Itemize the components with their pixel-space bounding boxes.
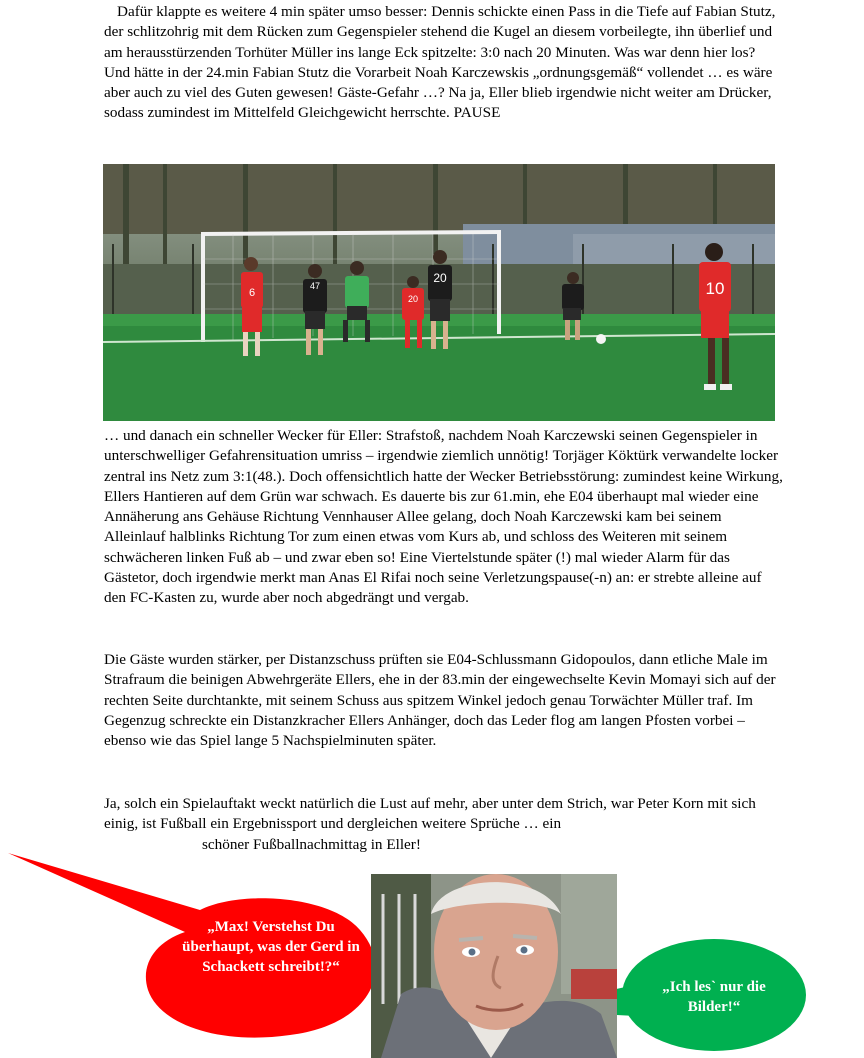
jersey-number: 20	[407, 294, 419, 304]
article-paragraph-3: Die Gäste wurden stärker, per Distanzschuss prüften sie E04-Schlussmann Gidopoulos, dann etliche Male im Strafraum die beinigen Abwehrgeräte Ellers, ehe in der 83.min der eingewechselte Kevin Momayi sich auf der rechten Seite durchtankte, mit seinem Schuss aus spitzem Winkel jedoch genau Torwächter Müller traf. Im Gegenzug schreckte ein Distanzkracher Ellers Anhänger, doch das Leder flog am langen Pfosten vorbei – ebenso wie das Spiel lange 5 Nachspielminuten später.	[104, 651, 776, 750]
jersey-number: 6	[248, 287, 256, 299]
jersey-number: 47	[309, 281, 321, 291]
portrait-illustration	[371, 874, 617, 1058]
article-paragraph-4: Ja, solch ein Spielauftakt weckt natürlich die Lust auf mehr, aber unter dem Strich, war Peter Korn mit sich einig, ist Fußball ein Ergebnissport und dergleichen weitere Sprüche … ein	[104, 795, 756, 833]
match-photo	[103, 164, 775, 421]
portrait-photo	[371, 874, 617, 1058]
green-bubble-text: „Ich les` nur die Bilder!“	[662, 979, 766, 1015]
red-bubble-text: „Max! Verstehst Du überhaupt, was der Gerd in Schackett schreibt!?“	[182, 919, 360, 975]
article-paragraph-5: schöner Fußballnachmittag in Eller!	[202, 836, 421, 853]
jersey-number: 10	[705, 279, 725, 298]
jersey-number: 20	[433, 271, 447, 285]
article-paragraph-2: … und danach ein schneller Wecker für Eller: Strafstoß, nachdem Noah Karczewski seinen Gegenspieler in unterschwelliger Gefahrensituation umriss – irgendwie ziemlich unnötig! Torjäger Köktürk verwandelte locker zentral ins Netz zum 3:1(48.). Doch offensichtlich hatte der Wecker Betriebsstörung: zumindest keine Wirkung, Ellers Hantieren auf dem Grün war schwach. Es dauerte bis zur 61.min, ehe E04 überhaupt mal wieder eine Annäherung ans Gehäuse Richtung Vennhauser Allee gelang, doch Noah Karczewski kam bei seinem Alleinlauf halblinks Richtung Tor zum einen etwas vom Kurs ab, und schloss des Weiteren mit seinem schwächeren linken Fuß ab – und zwar eben so! Eine Viertelstunde später (!) mal wieder Alarm für das Gästetor, doch irgendwie merkt man Anas El Rifai noch seine Verletzungspause(-n) an: er strebte alleine auf den FC-Kasten zu, wurde aber noch abgedrängt und vergab.	[104, 427, 783, 607]
article-paragraph-1: Dafür klappte es weitere 4 min später umso besser: Dennis schickte einen Pass in die Tiefe auf Fabian Stutz, der schlitzohrig mit dem Rücken zum Gegenspieler stehend die Kugel an diesem vorbeilegte, ihn überlief und am herausstürzenden Torhüter Müller ins lange Eck spitzelte: 3:0 nach 20 Minuten. Was war denn hier los? Und hätte in der 24.min Fabian Stutz die Vorarbeit Noah Karczewskis „ordnungsgemäß“ vollendet … es wäre aber auch zu viel des Guten gewesen! Gäste-Gefahr …? Na ja, Eller blieb irgendwie nicht weiter am Drücker, sodass zumindest im Mittelfeld Gleichgewicht herrschte. PAUSE	[104, 3, 776, 122]
match-photo-illustration	[103, 164, 775, 421]
